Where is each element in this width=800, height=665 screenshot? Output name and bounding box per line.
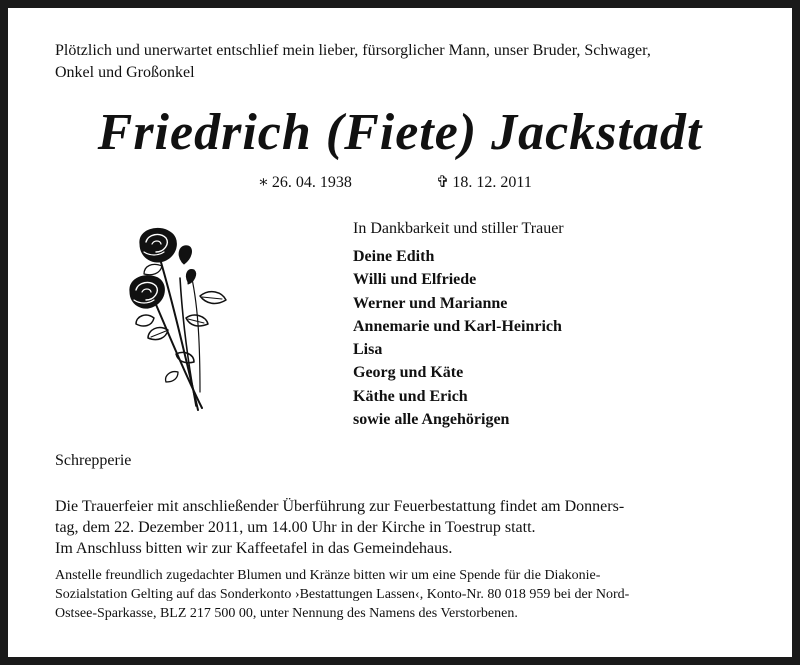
birth-date-value: 26. 04. 1938 (271, 174, 352, 191)
life-dates (0, 172, 800, 194)
funeral-line: Im Anschluss bitten wir zur Kaffeetafel in das Gemeindehaus. (55, 540, 453, 557)
death-cross-icon: ✞ (436, 174, 450, 191)
mourner-item: Lisa (353, 341, 383, 359)
mourner-item: Deine Edith (353, 248, 435, 265)
intro-line: Plötzlich und unerwartet entschlief mein lieber, fürsorglicher Mann, unser Bruder, Schwager, (55, 42, 651, 59)
intro-text (55, 40, 755, 84)
mourner-item: Georg und Käte (353, 364, 464, 382)
funeral-info (55, 496, 745, 559)
birth-date (258, 172, 352, 192)
death-date (436, 172, 532, 192)
birth-star-icon: ∗ (258, 174, 269, 191)
mourner-list (353, 245, 564, 431)
mourner-item: Annemarie und Karl-Heinrich (353, 317, 562, 335)
donation-info (55, 566, 745, 623)
funeral-line: Die Trauerfeier mit anschließender Überführung zur Feuerbestattung findet am Donners- (55, 498, 625, 515)
intro-line: Onkel und Großonkel (55, 64, 195, 81)
donation-line: Anstelle freundlich zugedachter Blumen und Kränze bitten wir um eine Spende für die Diakonie- (55, 568, 601, 583)
mourner-item: Käthe und Erich (353, 387, 468, 405)
mourners-block (353, 217, 564, 431)
death-date-value: 18. 12. 2011 (452, 174, 532, 191)
mourner-item: Werner und Marianne (353, 294, 508, 312)
mourner-item: Willi und Elfriede (353, 271, 477, 289)
mourner-item: sowie alle Angehörigen (353, 411, 510, 429)
donation-line: Ostsee-Sparkasse, BLZ 217 500 00, unter Nennung des Namens des Verstorbenen. (55, 606, 518, 621)
mourning-intro: In Dankbarkeit und stiller Trauer (353, 220, 564, 237)
rose-icon (118, 222, 230, 414)
funeral-line: tag, dem 22. Dezember 2011, um 14.00 Uhr in der Kirche in Toestrup statt. (55, 519, 536, 536)
deceased-name: Friedrich (Fiete) Jackstadt (97, 104, 703, 161)
donation-line: Sozialstation Gelting auf das Sonderkonto ›Bestattungen Lassen‹, Konto-Nr. 80 018 959 bei der Nord- (55, 587, 630, 602)
place-name: Schrepperie (55, 452, 132, 469)
